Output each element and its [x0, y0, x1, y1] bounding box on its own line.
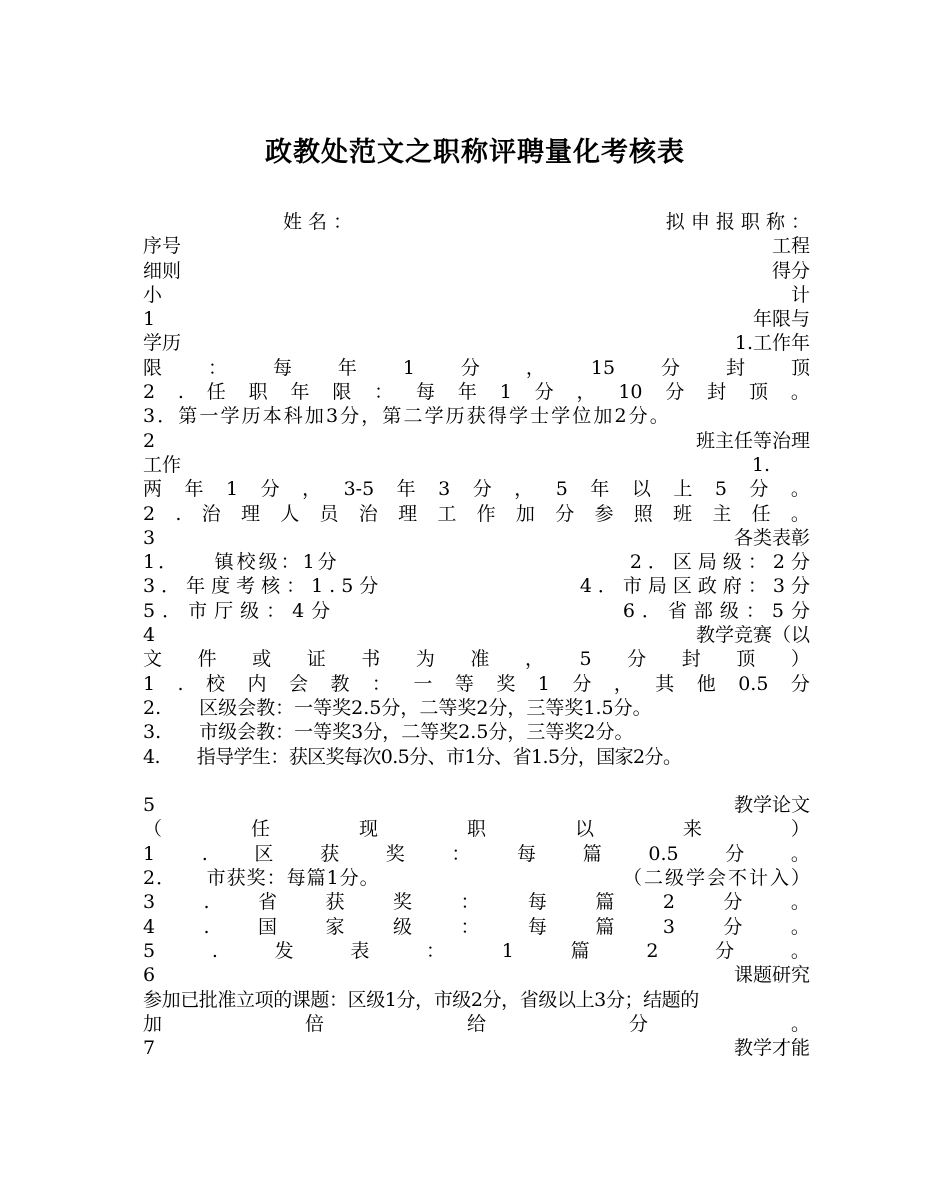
rule-token: 。: [790, 891, 810, 914]
rule-token: 照: [633, 502, 653, 525]
rule-token: 。: [790, 1012, 810, 1035]
rule-token: 分: [572, 672, 592, 695]
rule-token: ，: [613, 672, 633, 695]
rule-token: 任: [250, 818, 270, 841]
rule-token: 证: [306, 648, 326, 671]
section-line: [143, 793, 810, 817]
rule-token: 分: [725, 842, 745, 865]
column-score: 得分: [771, 259, 810, 282]
rule-token: ，: [524, 648, 544, 671]
column-rules: 细则: [143, 259, 182, 282]
column-number: 序号: [143, 235, 182, 258]
rule-token: 级: [392, 915, 412, 938]
rule-token: 分: [627, 648, 647, 671]
rule-token: 分: [628, 1012, 648, 1035]
rule-token: 顶: [749, 381, 769, 404]
name-label: 姓 名 ：: [283, 211, 353, 233]
rule-token: ：: [460, 915, 480, 938]
rule-line: [143, 404, 810, 428]
rule-token: 分: [534, 381, 554, 404]
rule-token: ：: [371, 672, 391, 695]
rank-label: 拟 申 报 职 称 ：: [665, 211, 810, 233]
column-item: 工程: [771, 235, 810, 258]
rule-token: .: [175, 502, 182, 525]
section-line: [143, 453, 810, 477]
rule-text: （二级学会不计入）: [622, 867, 812, 890]
rule-token: 0.5: [738, 672, 769, 695]
rule-token: 会: [288, 672, 308, 695]
rule-token: 理: [398, 502, 418, 525]
section-line: [143, 963, 810, 987]
rule-line: [143, 647, 810, 671]
rule-token: 5: [555, 478, 568, 501]
rule-token: 员: [319, 502, 339, 525]
column-subtotal-b: 计: [790, 283, 810, 306]
rule-line: [143, 502, 810, 526]
rule-text: 2．区局级：2分: [629, 551, 816, 574]
rule-token: 等: [454, 672, 474, 695]
rule-line: [143, 599, 817, 623]
rule-token: 分: [665, 381, 685, 404]
column-header-line: [143, 234, 810, 258]
rule-token: 奖: [392, 891, 412, 914]
rule-token: 10: [618, 381, 643, 404]
rule-token: 以: [574, 818, 594, 841]
rule-token: 年: [590, 478, 610, 501]
rule-token: 倍: [304, 1012, 324, 1035]
rule-line: [143, 988, 810, 1012]
rule-token: 限: [143, 356, 163, 379]
rule-text: 1.: [751, 453, 770, 476]
rule-line: [143, 817, 810, 841]
rule-token: 加: [143, 1012, 163, 1035]
rule-token: ）: [790, 648, 810, 671]
rule-token: 封: [725, 356, 745, 379]
rule-token: 或: [252, 648, 272, 671]
rule-token: 2: [143, 381, 156, 404]
rule-text: 2． 市获奖：每篇1分。: [143, 867, 380, 890]
rule-token: 奖: [385, 842, 405, 865]
rule-token: 分: [661, 356, 681, 379]
rule-token: 工: [437, 502, 457, 525]
rule-token: 封: [681, 648, 701, 671]
rule-token: 省: [258, 891, 278, 914]
rule-token: 分: [723, 891, 743, 914]
rule-line: [143, 745, 810, 769]
rule-token: 件: [197, 648, 217, 671]
rule-token: 书: [361, 648, 381, 671]
rule-token: 年: [184, 478, 204, 501]
rule-token: 分: [723, 915, 743, 938]
rule-token: 5: [579, 648, 592, 671]
rule-token: 为: [415, 648, 435, 671]
rule-token: 3-5: [343, 478, 375, 501]
section-title: 班主任等治理: [695, 429, 810, 452]
rule-token: 年: [337, 356, 357, 379]
rule-token: .: [203, 915, 210, 938]
rule-token: 加: [515, 502, 535, 525]
rule-line: [143, 915, 810, 939]
rule-text: 3. 市级会教：一等奖3分，二等奖2.5分，三等奖2分。: [143, 721, 634, 744]
rule-token: 分: [460, 356, 480, 379]
rule-line: [143, 842, 810, 866]
rule-token: 2: [143, 502, 156, 525]
rule-token: （: [143, 818, 163, 841]
section-number: 1: [143, 308, 156, 331]
rule-token: ，: [525, 356, 545, 379]
rule-token: 两: [143, 478, 163, 501]
rule-token: 任: [751, 502, 771, 525]
rule-token: 获: [320, 842, 340, 865]
rule-token: 2: [662, 891, 675, 914]
rule-token: .: [203, 891, 210, 914]
section-title: 课题研究: [733, 964, 810, 987]
rule-token: 3: [438, 478, 451, 501]
column-header-line: [143, 283, 810, 307]
rule-token: 准: [470, 648, 490, 671]
rule-token: 来: [682, 818, 702, 841]
section-title: 教学才能: [733, 1037, 810, 1060]
rule-token: ）: [790, 818, 810, 841]
blank-line: [143, 769, 810, 793]
rule-token: 年: [396, 478, 416, 501]
rule-token: ：: [460, 891, 480, 914]
section-number: 6: [143, 964, 156, 987]
rule-token: 任: [206, 381, 226, 404]
rule-token: 一: [413, 672, 433, 695]
section-title: 教学论文: [733, 794, 810, 817]
rule-token: 分: [555, 502, 575, 525]
column-subtotal-a: 小: [143, 283, 163, 306]
rule-line: [143, 866, 810, 890]
rule-text: 6．省部级：5分: [622, 599, 817, 622]
rule-token: 1: [499, 381, 512, 404]
rule-token: 分: [472, 478, 492, 501]
rule-token: 发: [274, 939, 294, 962]
rule-text: 4. 指导学生：获区奖每次0.5分、市1分、省1.5分，国家2分。: [143, 745, 682, 768]
rule-line: [143, 380, 810, 404]
rule-token: 他: [696, 672, 716, 695]
rule-token: 内: [247, 672, 267, 695]
section-title: 学历: [143, 332, 182, 355]
rule-token: 。: [790, 915, 810, 938]
rule-token: .: [177, 381, 184, 404]
rule-line: [143, 550, 816, 574]
rule-token: 。: [790, 939, 810, 962]
rule-token: ：: [451, 842, 471, 865]
rule-text: 1． 镇校级：1分: [143, 551, 340, 574]
rule-token: 顶: [736, 648, 756, 671]
rule-token: 文: [143, 648, 163, 671]
rule-token: 限: [332, 381, 352, 404]
rule-token: 给: [466, 1012, 486, 1035]
rule-text: 3．第一学历本科加3分，第二学历获得学士学位加2分。: [143, 405, 671, 428]
section-line: [143, 1036, 810, 1060]
column-header-line: [143, 259, 810, 283]
rule-token: 1: [143, 842, 156, 865]
rule-token: .: [201, 842, 208, 865]
rule-token: 每: [517, 842, 537, 865]
rule-token: 班: [673, 502, 693, 525]
rule-line: [143, 720, 810, 744]
rule-token: 1: [501, 939, 514, 962]
rule-token: 人: [280, 502, 300, 525]
rule-line: [143, 477, 810, 501]
rule-token: 家: [325, 915, 345, 938]
rule-token: 获: [325, 891, 345, 914]
rule-token: 篇: [570, 939, 590, 962]
rule-token: ，: [302, 478, 322, 501]
rule-token: 每: [527, 891, 547, 914]
rule-token: 封: [707, 381, 727, 404]
rule-token: ，: [514, 478, 534, 501]
rule-text: 1.工作年: [734, 332, 810, 355]
rule-token: 1: [143, 672, 156, 695]
rule-token: 5: [143, 939, 156, 962]
rule-token: 校: [206, 672, 226, 695]
rule-token: 表: [350, 939, 370, 962]
rule-token: .: [211, 939, 218, 962]
rule-token: 3: [662, 915, 675, 938]
section-title: 工作: [143, 453, 182, 476]
rule-token: 2: [646, 939, 659, 962]
section-line: [143, 623, 810, 647]
rule-token: 1: [402, 356, 415, 379]
rule-token: 职: [248, 381, 268, 404]
rule-token: 篇: [582, 842, 602, 865]
document-title: 政教处范文之职称评聘量化考核表: [265, 137, 685, 168]
rule-token: 治: [201, 502, 221, 525]
rule-token: ，: [576, 381, 596, 404]
section-number: 3: [143, 526, 156, 549]
rule-token: 其: [655, 672, 675, 695]
rule-token: 年: [457, 381, 477, 404]
rule-token: 分: [260, 478, 280, 501]
rule-token: 职: [466, 818, 486, 841]
rule-line: [143, 939, 810, 963]
rule-line: [143, 696, 810, 720]
rule-token: 。: [790, 502, 810, 525]
rule-token: 理: [240, 502, 260, 525]
rule-line: [143, 672, 810, 696]
rule-token: 3: [143, 891, 156, 914]
rule-text: 3．年度考核：1.5分: [143, 575, 385, 598]
rule-token: 上: [673, 478, 693, 501]
rule-token: 区: [254, 842, 274, 865]
rule-line: [143, 1012, 810, 1036]
section-number: 7: [143, 1037, 156, 1060]
rule-token: 。: [790, 842, 810, 865]
rule-token: 国: [258, 915, 278, 938]
rule-token: 1: [226, 478, 239, 501]
rule-token: 0.5: [648, 842, 679, 865]
section-line: [143, 307, 810, 331]
section-title: 年限与: [752, 308, 810, 331]
rule-token: 现: [358, 818, 378, 841]
rule-token: 主: [712, 502, 732, 525]
rule-token: 。: [790, 478, 810, 501]
rule-text: 参加已批准立项的课题：区级1分，市级2分，省级以上3分；结题的: [143, 988, 699, 1011]
section-line: [143, 526, 810, 550]
rule-token: 以: [631, 478, 651, 501]
rule-text: 4．市局区政府：3分: [579, 575, 816, 598]
section-number: 4: [143, 624, 156, 647]
section-line: [143, 331, 810, 355]
rule-token: 每: [416, 381, 436, 404]
rule-token: ：: [207, 356, 227, 379]
rule-text: 5．市厅级：4分: [143, 599, 338, 622]
rule-token: 分: [749, 478, 769, 501]
section-number: 5: [143, 794, 156, 817]
header-line: [143, 210, 810, 234]
rule-text: 2. 区级会教：一等奖2.5分，二等奖2分，三等奖1.5分。: [143, 696, 652, 719]
rule-token: 每: [272, 356, 292, 379]
rule-token: 年: [290, 381, 310, 404]
section-line: [143, 429, 810, 453]
rule-token: 5: [714, 478, 727, 501]
document-body: [143, 210, 817, 1060]
rule-token: 4: [143, 915, 156, 938]
rule-line: [143, 890, 810, 914]
rule-token: 1: [537, 672, 550, 695]
rule-token: 顶: [790, 356, 810, 379]
rule-token: 篇: [595, 891, 615, 914]
rule-token: 作: [476, 502, 496, 525]
rule-token: 篇: [595, 915, 615, 938]
section-title: 各类表彰: [733, 526, 810, 549]
rule-line: [143, 356, 810, 380]
section-title: 教学竞赛（以: [695, 624, 810, 647]
rule-token: 每: [527, 915, 547, 938]
rule-token: 。: [790, 381, 810, 404]
rule-token: .: [177, 672, 184, 695]
rule-token: 参: [594, 502, 614, 525]
rule-token: 奖: [496, 672, 516, 695]
rule-token: 教: [330, 672, 350, 695]
rule-token: 治: [358, 502, 378, 525]
rule-token: 15: [590, 356, 616, 379]
rule-token: 分: [715, 939, 735, 962]
rule-token: ：: [374, 381, 394, 404]
section-number: 2: [143, 429, 156, 452]
rule-line: [143, 574, 816, 598]
rule-token: ：: [426, 939, 446, 962]
rule-token: 分: [790, 672, 810, 695]
